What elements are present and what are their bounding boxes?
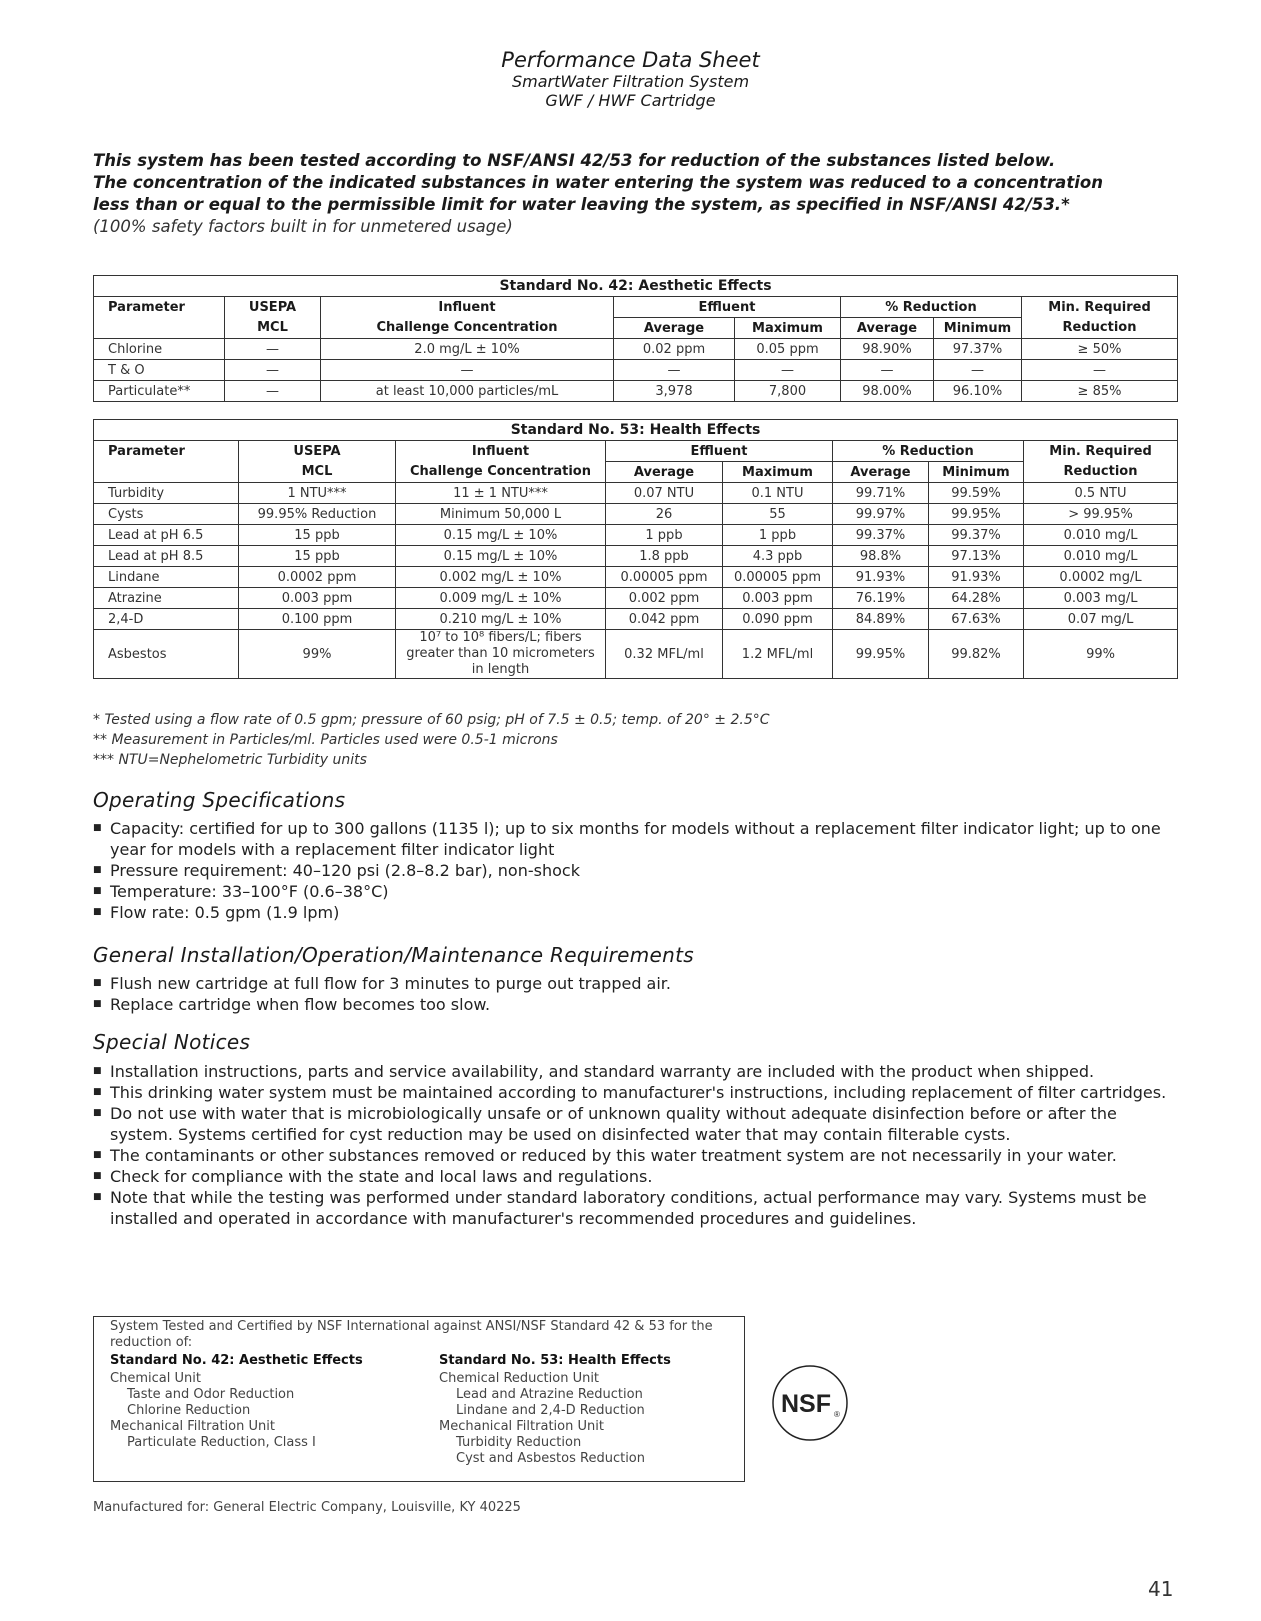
- table-cell: 0.003 ppm: [723, 588, 833, 609]
- table-row: [94, 339, 1178, 360]
- table-cell: ≥ 85%: [1022, 381, 1178, 402]
- cert-item: Mechanical Filtration Unit: [439, 1419, 604, 1434]
- table-cell: 4.3 ppb: [723, 546, 833, 567]
- document-header: [0, 48, 1261, 110]
- footnote: * Tested using a flow rate of 0.5 gpm; pressure of 60 psig; pH of 7.5 ± 0.5; temp. of 20° ± 2.5°C: [93, 712, 770, 728]
- table-cell: 0.010 mg/L: [1024, 525, 1178, 546]
- table-cell: 0.010 mg/L: [1024, 546, 1178, 567]
- table-cell: 0.042 ppm: [606, 609, 723, 630]
- table-cell: 0.07 mg/L: [1024, 609, 1178, 630]
- header-maximum: Maximum: [723, 462, 833, 483]
- table-cell: Turbidity: [94, 483, 239, 504]
- table-cell: 64.28%: [929, 588, 1024, 609]
- table-row: [94, 381, 1178, 402]
- table-row: [94, 609, 1178, 630]
- header-effluent: Effluent: [614, 297, 841, 318]
- table-row: [94, 483, 1178, 504]
- table-cell: 97.37%: [934, 339, 1022, 360]
- table-cell: 11 ± 1 NTU***: [396, 483, 606, 504]
- table-cell: —: [934, 360, 1022, 381]
- intro-line: This system has been tested according to NSF/ANSI 42/53 for reduction of the substances listed below.: [93, 151, 1056, 170]
- footnote: ** Measurement in Particles/ml. Particles used were 0.5-1 microns: [93, 732, 558, 748]
- table-cell: 0.15 mg/L ± 10%: [396, 525, 606, 546]
- cert-item: Mechanical Filtration Unit: [110, 1419, 275, 1434]
- header-parameter: Parameter: [94, 441, 239, 462]
- table-cell: 1.8 ppb: [606, 546, 723, 567]
- table-cell: 2.0 mg/L ± 10%: [321, 339, 614, 360]
- table-cell: 0.003 ppm: [239, 588, 396, 609]
- header-reduction-word: Reduction: [1022, 318, 1178, 339]
- footnote: *** NTU=Nephelometric Turbidity units: [93, 752, 367, 768]
- table-cell: 1 ppb: [723, 525, 833, 546]
- table-cell: —: [321, 360, 614, 381]
- table-row: [94, 360, 1178, 381]
- list-item: ■ Do not use with water that is microbiologically unsafe or of unknown quality without adequate disinfection before or after the system. Systems certified for cyst reduction may be used on disinfected water that may contain filterable cysts.: [93, 1103, 1183, 1145]
- table-cell: 99.95%: [929, 504, 1024, 525]
- intro-note: (100% safety factors built in for unmetered usage): [93, 217, 513, 236]
- cert-heading: Standard No. 42: Aesthetic Effects: [110, 1353, 363, 1368]
- header-reduction: % Reduction: [833, 441, 1024, 462]
- table-cell: 99.95%: [833, 630, 929, 679]
- general-heading: General Installation/Operation/Maintenance Requirements: [93, 943, 694, 967]
- nsf-logo-text: NSF: [781, 1390, 831, 1418]
- table-cell: 0.05 ppm: [735, 339, 841, 360]
- table-cell: Lindane: [94, 567, 239, 588]
- table-cell: 97.13%: [929, 546, 1024, 567]
- table-cell: Chlorine: [94, 339, 225, 360]
- header-challenge: Challenge Concentration: [396, 462, 606, 483]
- table-cell: 96.10%: [934, 381, 1022, 402]
- table-cell: 15 ppb: [239, 525, 396, 546]
- header-usepa: USEPA: [225, 297, 321, 318]
- table-cell: —: [1022, 360, 1178, 381]
- table-row: [94, 546, 1178, 567]
- cert-heading: Standard No. 53: Health Effects: [439, 1353, 671, 1368]
- table-cell: 84.89%: [833, 609, 929, 630]
- table-cell: 99.97%: [833, 504, 929, 525]
- page-number: 41: [1148, 1577, 1174, 1601]
- header-influent: Influent: [321, 297, 614, 318]
- table-cell: 99.82%: [929, 630, 1024, 679]
- cert-column-53: [439, 1353, 671, 1467]
- table-cell: 26: [606, 504, 723, 525]
- general-list: [93, 973, 1183, 1015]
- table-cell: 1.2 MFL/ml: [723, 630, 833, 679]
- intro-paragraph: [93, 150, 1173, 238]
- cert-item: Particulate Reduction, Class I: [127, 1435, 316, 1450]
- list-item: ■ Capacity: certified for up to 300 gallons (1135 l); up to six months for models without a replacement filter indicator light; up to one year for models with a replacement filter indicator light: [93, 818, 1183, 860]
- table-cell: 0.02 ppm: [614, 339, 735, 360]
- table-cell: —: [225, 360, 321, 381]
- header-maximum: Maximum: [735, 318, 841, 339]
- footnotes: [93, 710, 770, 770]
- table-cell: 0.0002 mg/L: [1024, 567, 1178, 588]
- cert-item: Turbidity Reduction: [456, 1435, 582, 1450]
- intro-line: less than or equal to the permissible limit for water leaving the system, as specified in NSF/ANSI 42/53.*: [93, 195, 1070, 214]
- table-row: [94, 567, 1178, 588]
- header-min-required: Min. Required: [1022, 297, 1178, 318]
- list-item: ■ Installation instructions, parts and service availability, and standard warranty are included with the product when shipped.: [93, 1061, 1183, 1082]
- cartridge-name: GWF / HWF Cartridge: [545, 91, 716, 110]
- list-item: ■ This drinking water system must be maintained according to manufacturer's instructions, including replacement of filter cartridges.: [93, 1082, 1183, 1103]
- table-cell: 15 ppb: [239, 546, 396, 567]
- list-item: ■ Temperature: 33–100°F (0.6–38°C): [93, 881, 1183, 902]
- header-average: Average: [833, 462, 929, 483]
- table-cell: Minimum 50,000 L: [396, 504, 606, 525]
- table-cell: Lead at pH 6.5: [94, 525, 239, 546]
- table-row: [94, 504, 1178, 525]
- cert-item: Chemical Unit: [110, 1371, 201, 1386]
- list-item: ■ Note that while the testing was performed under standard laboratory conditions, actual performance may vary. Systems must be installed and operated in accordance with manufacturer's recommended procedures and guidelines.: [93, 1187, 1183, 1229]
- cert-item: Chemical Reduction Unit: [439, 1371, 600, 1386]
- list-item: ■ Replace cartridge when flow becomes too slow.: [93, 994, 1183, 1015]
- cert-item: Chlorine Reduction: [127, 1403, 251, 1418]
- list-item: ■ Flow rate: 0.5 gpm (1.9 lpm): [93, 902, 1183, 923]
- table-cell: 0.009 mg/L ± 10%: [396, 588, 606, 609]
- table-cell: 0.5 NTU: [1024, 483, 1178, 504]
- cert-column-42: [110, 1353, 363, 1451]
- list-item: ■ Check for compliance with the state and local laws and regulations.: [93, 1166, 1183, 1187]
- header-average: Average: [841, 318, 934, 339]
- table-cell: 91.93%: [833, 567, 929, 588]
- table-cell: Asbestos: [94, 630, 239, 679]
- table-cell: —: [225, 381, 321, 402]
- table-cell: 99.95% Reduction: [239, 504, 396, 525]
- std42-title: Standard No. 42: Aesthetic Effects: [94, 276, 1178, 297]
- table-cell: 99%: [239, 630, 396, 679]
- table-cell: Atrazine: [94, 588, 239, 609]
- manufacturer-line: Manufactured for: General Electric Company, Louisville, KY 40225: [93, 1500, 521, 1515]
- table-cell: 0.003 mg/L: [1024, 588, 1178, 609]
- table-cell: Cysts: [94, 504, 239, 525]
- table-cell: ≥ 50%: [1022, 339, 1178, 360]
- table-cell: 1 NTU***: [239, 483, 396, 504]
- header-average: Average: [614, 318, 735, 339]
- table-cell: 0.210 mg/L ± 10%: [396, 609, 606, 630]
- operating-heading: Operating Specifications: [93, 788, 346, 812]
- table-cell: 0.00005 ppm: [723, 567, 833, 588]
- header-average: Average: [606, 462, 723, 483]
- table-cell: 0.15 mg/L ± 10%: [396, 546, 606, 567]
- table-row: [94, 525, 1178, 546]
- table-cell: 67.63%: [929, 609, 1024, 630]
- certification-box: [93, 1316, 745, 1482]
- cert-item: Lindane and 2,4-D Reduction: [456, 1403, 645, 1418]
- table-cell: 0.1 NTU: [723, 483, 833, 504]
- table-cell: 0.090 ppm: [723, 609, 833, 630]
- table-row: [94, 588, 1178, 609]
- table-cell: —: [614, 360, 735, 381]
- table-cell: 0.07 NTU: [606, 483, 723, 504]
- cert-item: Cyst and Asbestos Reduction: [456, 1451, 645, 1466]
- table-cell: 1 ppb: [606, 525, 723, 546]
- header-mcl: MCL: [239, 462, 396, 483]
- header-reduction-word: Reduction: [1024, 462, 1178, 483]
- list-item: ■ The contaminants or other substances removed or reduced by this water treatment system are not necessarily in your water.: [93, 1145, 1183, 1166]
- table-cell: 0.100 ppm: [239, 609, 396, 630]
- table-cell: 0.32 MFL/ml: [606, 630, 723, 679]
- header-mcl: MCL: [225, 318, 321, 339]
- cert-intro: System Tested and Certified by NSF International against ANSI/NSF Standard 42 & 53 for the reduction of:: [110, 1319, 713, 1350]
- header-minimum: Minimum: [934, 318, 1022, 339]
- intro-line: The concentration of the indicated substances in water entering the system was reduced to a concentration: [93, 173, 1103, 192]
- registered-mark: ®: [834, 1410, 840, 1419]
- table-cell: at least 10,000 particles/mL: [321, 381, 614, 402]
- header-usepa: USEPA: [239, 441, 396, 462]
- table-cell: > 99.95%: [1024, 504, 1178, 525]
- table-cell: 3,978: [614, 381, 735, 402]
- table-cell: 2,4-D: [94, 609, 239, 630]
- table-cell: 91.93%: [929, 567, 1024, 588]
- header-effluent: Effluent: [606, 441, 833, 462]
- table-cell: 99.37%: [833, 525, 929, 546]
- table-cell: 98.90%: [841, 339, 934, 360]
- table-cell: —: [841, 360, 934, 381]
- table-cell: 99%: [1024, 630, 1178, 679]
- table-cell: 55: [723, 504, 833, 525]
- cert-item: Taste and Odor Reduction: [127, 1387, 295, 1402]
- header-min-required: Min. Required: [1024, 441, 1178, 462]
- table-cell: 99.71%: [833, 483, 929, 504]
- page-subtitle: SmartWater Filtration System: [511, 72, 750, 91]
- std42-table: [93, 275, 1178, 402]
- header-challenge: Challenge Concentration: [321, 318, 614, 339]
- table-cell: Lead at pH 8.5: [94, 546, 239, 567]
- list-item: ■ Flush new cartridge at full flow for 3 minutes to purge out trapped air.: [93, 973, 1183, 994]
- table-cell: 98.00%: [841, 381, 934, 402]
- table-cell: Particulate**: [94, 381, 225, 402]
- table-cell: —: [735, 360, 841, 381]
- table-cell: 76.19%: [833, 588, 929, 609]
- operating-list: [93, 818, 1183, 923]
- std53-table: [93, 419, 1178, 679]
- table-cell: 99.37%: [929, 525, 1024, 546]
- special-heading: Special Notices: [93, 1030, 251, 1054]
- table-cell: —: [225, 339, 321, 360]
- header-influent: Influent: [396, 441, 606, 462]
- header-parameter: Parameter: [94, 297, 225, 318]
- nsf-logo-icon: [770, 1363, 850, 1443]
- table-cell: 0.00005 ppm: [606, 567, 723, 588]
- table-cell: 7,800: [735, 381, 841, 402]
- table-cell: 99.59%: [929, 483, 1024, 504]
- table-cell: 0.002 ppm: [606, 588, 723, 609]
- table-cell: 0.0002 ppm: [239, 567, 396, 588]
- header-minimum: Minimum: [929, 462, 1024, 483]
- list-item: ■ Pressure requirement: 40–120 psi (2.8–8.2 bar), non-shock: [93, 860, 1183, 881]
- table-cell: 10⁷ to 10⁸ fibers/L; fibers greater than 10 micrometers in length: [396, 630, 606, 679]
- header-reduction: % Reduction: [841, 297, 1022, 318]
- special-list: [93, 1061, 1183, 1229]
- std53-title: Standard No. 53: Health Effects: [94, 420, 1178, 441]
- cert-item: Lead and Atrazine Reduction: [456, 1387, 643, 1402]
- table-cell: T & O: [94, 360, 225, 381]
- table-cell: 0.002 mg/L ± 10%: [396, 567, 606, 588]
- table-cell: 98.8%: [833, 546, 929, 567]
- table-row: [94, 630, 1178, 679]
- page-title: Performance Data Sheet: [501, 48, 760, 72]
